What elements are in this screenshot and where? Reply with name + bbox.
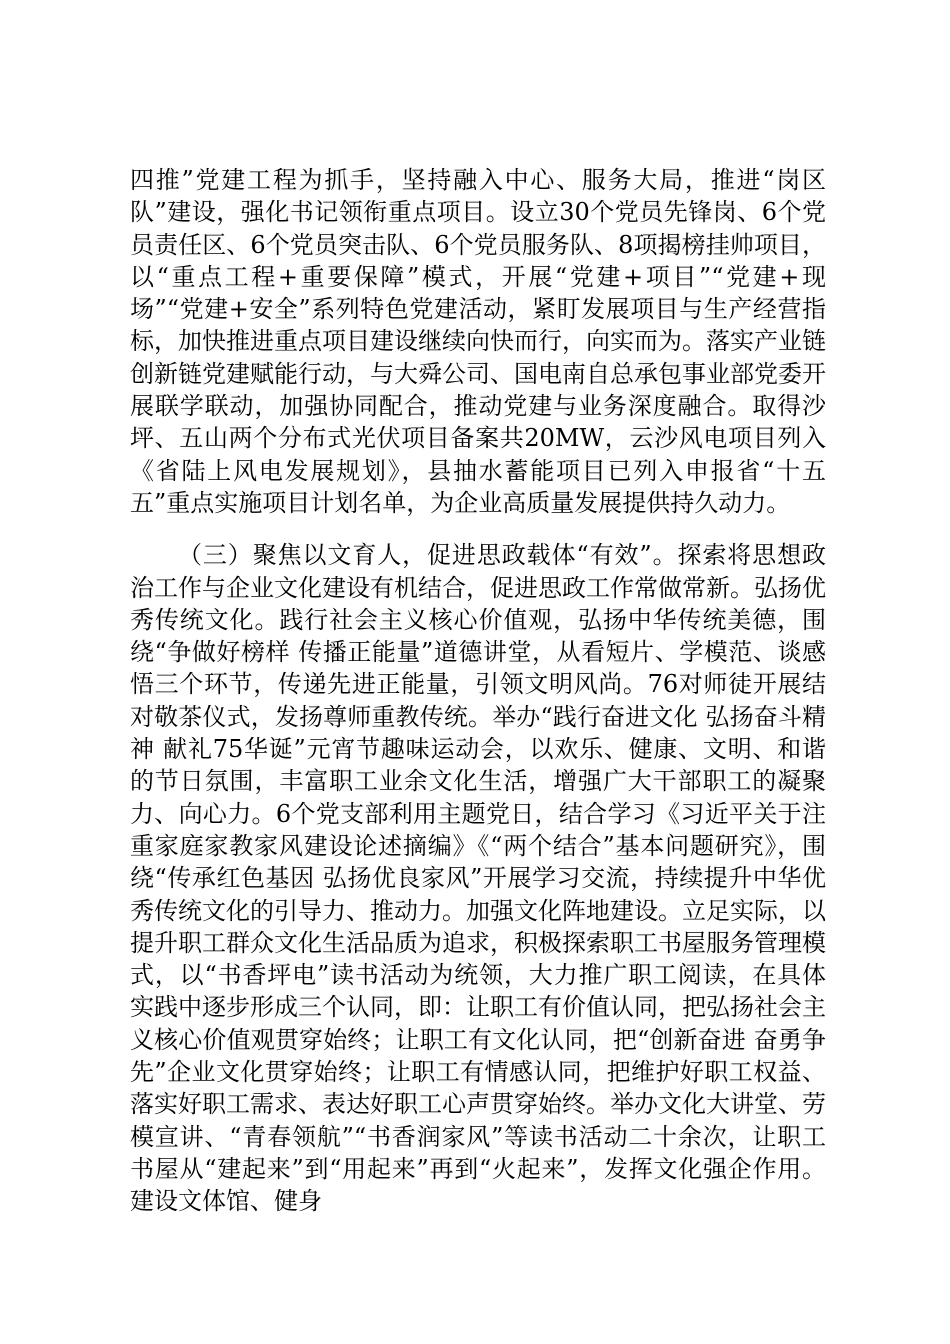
paragraph-continued: 四推”党建工程为抓手，坚持融入中心、服务大局，推进“岗区队”建设，强化书记领衔重点项目。设立30个党员先锋岗、6个党员责任区、6个党员突击队、6个党员服务队、8项揭榜挂帅项目，以“重点工程+重要保障”模式，开展“党建+项目”“党建+现场”“党建+安全”系列特色党建活动，紧盯发展项目与生产经营指标，加快推进重点项目建设继续向快而行，向实而为。落实产业链创新链党建赋能行动，与大舜公司、国电南自总承包事业部党委开展联学联动，加强协同配合，推动党建与业务深度融合。取得沙坪、五山两个分布式光伏项目备案共20MW，云沙风电项目列入《省陆上风电发展规划》，县抽水蓄能项目已列入申报省“十五五”重点实施项目计划名单，为企业高质量发展提供持久动力。: [130, 166, 826, 517]
document-body: [130, 164, 826, 1218]
paragraph-section-three: （三）聚焦以文育人，促进思政载体“有效”。探索将思想政治工作与企业文化建设有机结合，促进思政工作常做常新。弘扬优秀传统文化。践行社会主义核心价值观，弘扬中华传统美德，围绕“争做好榜样 传播正能量”道德讲堂，从看短片、学模范、谈感悟三个环节，传递先进正能量，引领文明风尚。76对师徒开展结对敬茶仪式，发扬尊师重教传统。举办“践行奋进文化 弘扬奋斗精神 献礼75华诞”元宵节趣味运动会，以欢乐、健康、文明、和谐的节日氛围，丰富职工业余文化生活，增强广大干部职工的凝聚力、向心力。6个党支部利用主题党日，结合学习《习近平关于注重家庭家教家风建设论述摘编》《“两个结合”基本问题研究》，围绕“传承红色基因 弘扬优良家风”开展学习交流，持续提升中华优秀传统文化的引导力、推动力。加强文化阵地建设。立足实际，以提升职工群众文化生活品质为追求，积极探索职工书屋服务管理模式，以“书香坪电”读书活动为统领，大力推广职工阅读，在具体实践中逐步形成三个认同，即：让职工有价值认同，把弘扬社会主义核心价值观贯穿始终；让职工有文化认同，把“创新奋进 奋勇争先”企业文化贯穿始终；让职工有情感认同，把维护好职工权益、落实好职工需求、表达好职工心声贯穿始终。举办文化大讲堂、劳模宣讲、“青春领航”“书香润家风”等读书活动二十余次，让职工书屋从“建起来”到“用起来”再到“火起来”，发挥文化强企作用。建设文体馆、健身: [130, 541, 826, 1216]
paragraph-gap: [130, 519, 826, 539]
